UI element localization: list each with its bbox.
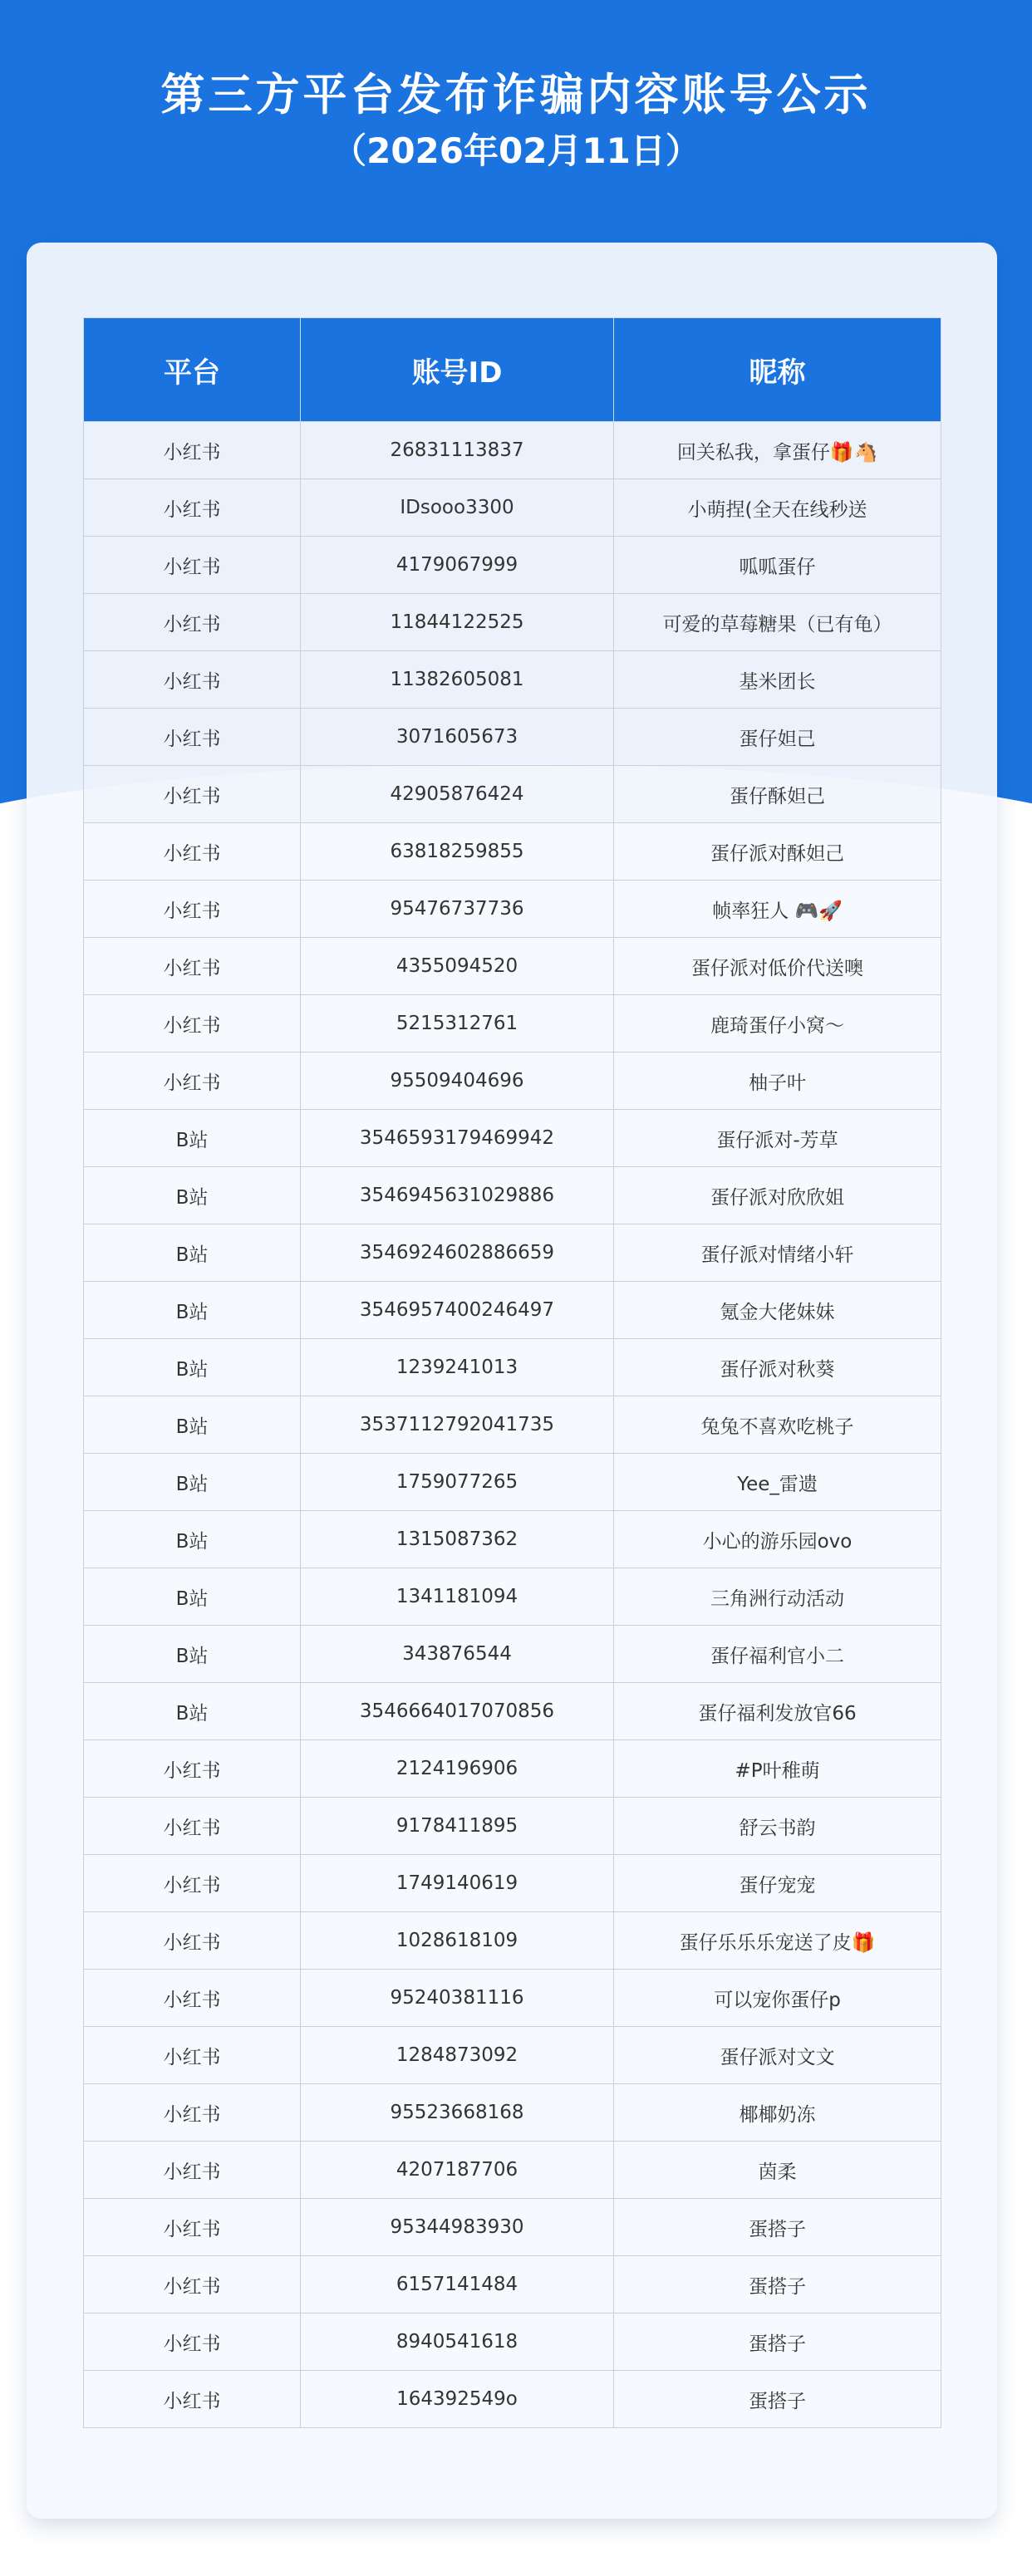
cell-platform: B站 [84, 1282, 301, 1339]
cell-nickname: 可爱的草莓糖果（已有龟） [614, 594, 941, 651]
table-row [84, 881, 941, 938]
cell-platform: 小红书 [84, 1798, 301, 1855]
cell-nickname: 蛋仔派对-芳草 [614, 1110, 941, 1167]
table-row [84, 1568, 941, 1626]
cell-nickname: 茵柔 [614, 2142, 941, 2199]
cell-nickname: 蛋仔派对情绪小轩 [614, 1224, 941, 1282]
cell-platform: 小红书 [84, 1970, 301, 2027]
header [0, 66, 1032, 174]
cell-account-id: 11382605081 [301, 651, 614, 709]
cell-account-id: 9178411895 [301, 1798, 614, 1855]
cell-platform: 小红书 [84, 2084, 301, 2142]
cell-nickname: 椰椰奶冻 [614, 2084, 941, 2142]
table-row [84, 1110, 941, 1167]
cell-nickname: 呱呱蛋仔 [614, 537, 941, 594]
cell-platform: 小红书 [84, 2199, 301, 2256]
cell-account-id: 1341181094 [301, 1568, 614, 1626]
cell-nickname: 蛋搭子 [614, 2371, 941, 2428]
cell-platform: B站 [84, 1339, 301, 1396]
cell-platform: B站 [84, 1110, 301, 1167]
cell-nickname: 回关私我，拿蛋仔🎁🐴 [614, 422, 941, 479]
table-row [84, 2371, 941, 2428]
cell-nickname: 蛋仔福利官小二 [614, 1626, 941, 1683]
table-row [84, 1396, 941, 1454]
cell-platform: 小红书 [84, 479, 301, 537]
cell-platform: 小红书 [84, 766, 301, 823]
cell-platform: 小红书 [84, 995, 301, 1052]
table-row [84, 766, 941, 823]
table-row [84, 422, 941, 479]
cell-account-id: 26831113837 [301, 422, 614, 479]
cell-account-id: 1315087362 [301, 1511, 614, 1568]
cell-nickname: 蛋仔派对文文 [614, 2027, 941, 2084]
cell-platform: 小红书 [84, 938, 301, 995]
cell-nickname: 蛋搭子 [614, 2256, 941, 2313]
table-row [84, 1740, 941, 1798]
cell-platform: 小红书 [84, 1052, 301, 1110]
table-row [84, 2313, 941, 2371]
cell-nickname: 帧率狂人 🎮🚀 [614, 881, 941, 938]
table-row [84, 1626, 941, 1683]
table-row [84, 1511, 941, 1568]
cell-nickname: 蛋仔派对秋葵 [614, 1339, 941, 1396]
cell-nickname: 鹿琦蛋仔小窝～ [614, 995, 941, 1052]
table-row [84, 651, 941, 709]
cell-account-id: 95509404696 [301, 1052, 614, 1110]
cell-nickname: 氪金大佬妹妹 [614, 1282, 941, 1339]
cell-platform: 小红书 [84, 881, 301, 938]
cell-platform: 小红书 [84, 2313, 301, 2371]
cell-platform: B站 [84, 1454, 301, 1511]
cell-platform: 小红书 [84, 2027, 301, 2084]
table-row [84, 1798, 941, 1855]
cell-platform: 小红书 [84, 422, 301, 479]
cell-platform: 小红书 [84, 1740, 301, 1798]
cell-account-id: 95240381116 [301, 1970, 614, 2027]
table-row [84, 1282, 941, 1339]
cell-account-id: 11844122525 [301, 594, 614, 651]
cell-account-id: 3546957400246497 [301, 1282, 614, 1339]
table-row [84, 1970, 941, 2027]
page-date: （2026年02月11日） [332, 130, 700, 171]
cell-nickname: 兔兔不喜欢吃桃子 [614, 1396, 941, 1454]
table-header-row [84, 318, 941, 422]
cell-nickname: #P叶稚萌 [614, 1740, 941, 1798]
content-card [27, 243, 997, 2519]
cell-nickname: 蛋仔宠宠 [614, 1855, 941, 1912]
table-row [84, 1454, 941, 1511]
cell-nickname: 蛋仔妲己 [614, 709, 941, 766]
cell-account-id: 4207187706 [301, 2142, 614, 2199]
table-row [84, 938, 941, 995]
cell-account-id: 95476737736 [301, 881, 614, 938]
cell-platform: 小红书 [84, 2371, 301, 2428]
cell-account-id: 1759077265 [301, 1454, 614, 1511]
cell-nickname: 小心的游乐园ovo [614, 1511, 941, 1568]
table-row [84, 1912, 941, 1970]
table-row [84, 995, 941, 1052]
cell-nickname: 蛋搭子 [614, 2313, 941, 2371]
cell-account-id: 42905876424 [301, 766, 614, 823]
column-header-account-id: 账号ID [301, 318, 614, 422]
table-row [84, 2084, 941, 2142]
cell-nickname: 蛋仔派对欣欣姐 [614, 1167, 941, 1224]
cell-platform: 小红书 [84, 1855, 301, 1912]
cell-platform: 小红书 [84, 1912, 301, 1970]
cell-account-id: 3546593179469942 [301, 1110, 614, 1167]
cell-account-id: 95523668168 [301, 2084, 614, 2142]
cell-account-id: 343876544 [301, 1626, 614, 1683]
table-row [84, 2142, 941, 2199]
cell-platform: B站 [84, 1396, 301, 1454]
cell-nickname: 小萌捏(全天在线秒送 [614, 479, 941, 537]
table-row [84, 823, 941, 881]
cell-nickname: Yee_雷遗 [614, 1454, 941, 1511]
cell-account-id: 5215312761 [301, 995, 614, 1052]
cell-nickname: 可以宠你蛋仔p [614, 1970, 941, 2027]
cell-platform: B站 [84, 1224, 301, 1282]
table-body [84, 422, 941, 2428]
cell-account-id: 4355094520 [301, 938, 614, 995]
cell-nickname: 柚子叶 [614, 1052, 941, 1110]
table-row [84, 537, 941, 594]
table-row [84, 1683, 941, 1740]
cell-platform: 小红书 [84, 709, 301, 766]
cell-platform: 小红书 [84, 594, 301, 651]
cell-platform: 小红书 [84, 651, 301, 709]
cell-account-id: 8940541618 [301, 2313, 614, 2371]
cell-account-id: 3546924602886659 [301, 1224, 614, 1282]
cell-platform: B站 [84, 1626, 301, 1683]
cell-nickname: 蛋搭子 [614, 2199, 941, 2256]
table-row [84, 594, 941, 651]
cell-account-id: 1749140619 [301, 1855, 614, 1912]
cell-account-id: 63818259855 [301, 823, 614, 881]
cell-nickname: 舒云书韵 [614, 1798, 941, 1855]
cell-account-id: 164392549o [301, 2371, 614, 2428]
cell-account-id: 3546664017070856 [301, 1683, 614, 1740]
cell-account-id: 1028618109 [301, 1912, 614, 1970]
cell-account-id: 3071605673 [301, 709, 614, 766]
cell-platform: 小红书 [84, 2142, 301, 2199]
cell-platform: 小红书 [84, 823, 301, 881]
table-row [84, 479, 941, 537]
cell-account-id: 1284873092 [301, 2027, 614, 2084]
cell-account-id: 2124196906 [301, 1740, 614, 1798]
column-header-nickname: 昵称 [614, 318, 941, 422]
cell-nickname: 蛋仔福利发放官66 [614, 1683, 941, 1740]
cell-account-id: 1239241013 [301, 1339, 614, 1396]
cell-account-id: 95344983930 [301, 2199, 614, 2256]
table-row [84, 2199, 941, 2256]
cell-account-id: 3546945631029886 [301, 1167, 614, 1224]
cell-nickname: 基米团长 [614, 651, 941, 709]
table-row [84, 2027, 941, 2084]
cell-platform: B站 [84, 1511, 301, 1568]
table-row [84, 709, 941, 766]
table-row [84, 1052, 941, 1110]
cell-account-id: 6157141484 [301, 2256, 614, 2313]
page-title: 第三方平台发布诈骗内容账号公示 [160, 70, 872, 120]
cell-platform: 小红书 [84, 537, 301, 594]
table-row [84, 1224, 941, 1282]
cell-platform: 小红书 [84, 2256, 301, 2313]
cell-nickname: 蛋仔派对酥妲己 [614, 823, 941, 881]
fraud-account-table [83, 317, 941, 2428]
column-header-platform: 平台 [84, 318, 301, 422]
cell-account-id: 3537112792041735 [301, 1396, 614, 1454]
cell-platform: B站 [84, 1568, 301, 1626]
table-row [84, 2256, 941, 2313]
cell-account-id: IDsooo3300 [301, 479, 614, 537]
table-row [84, 1167, 941, 1224]
cell-nickname: 三角洲行动活动 [614, 1568, 941, 1626]
cell-account-id: 4179067999 [301, 537, 614, 594]
table-header [84, 318, 941, 422]
cell-nickname: 蛋仔酥妲己 [614, 766, 941, 823]
table-row [84, 1339, 941, 1396]
cell-platform: B站 [84, 1167, 301, 1224]
table-row [84, 1855, 941, 1912]
cell-nickname: 蛋仔乐乐乐宠送了皮🎁 [614, 1912, 941, 1970]
cell-platform: B站 [84, 1683, 301, 1740]
cell-nickname: 蛋仔派对低价代送噢 [614, 938, 941, 995]
